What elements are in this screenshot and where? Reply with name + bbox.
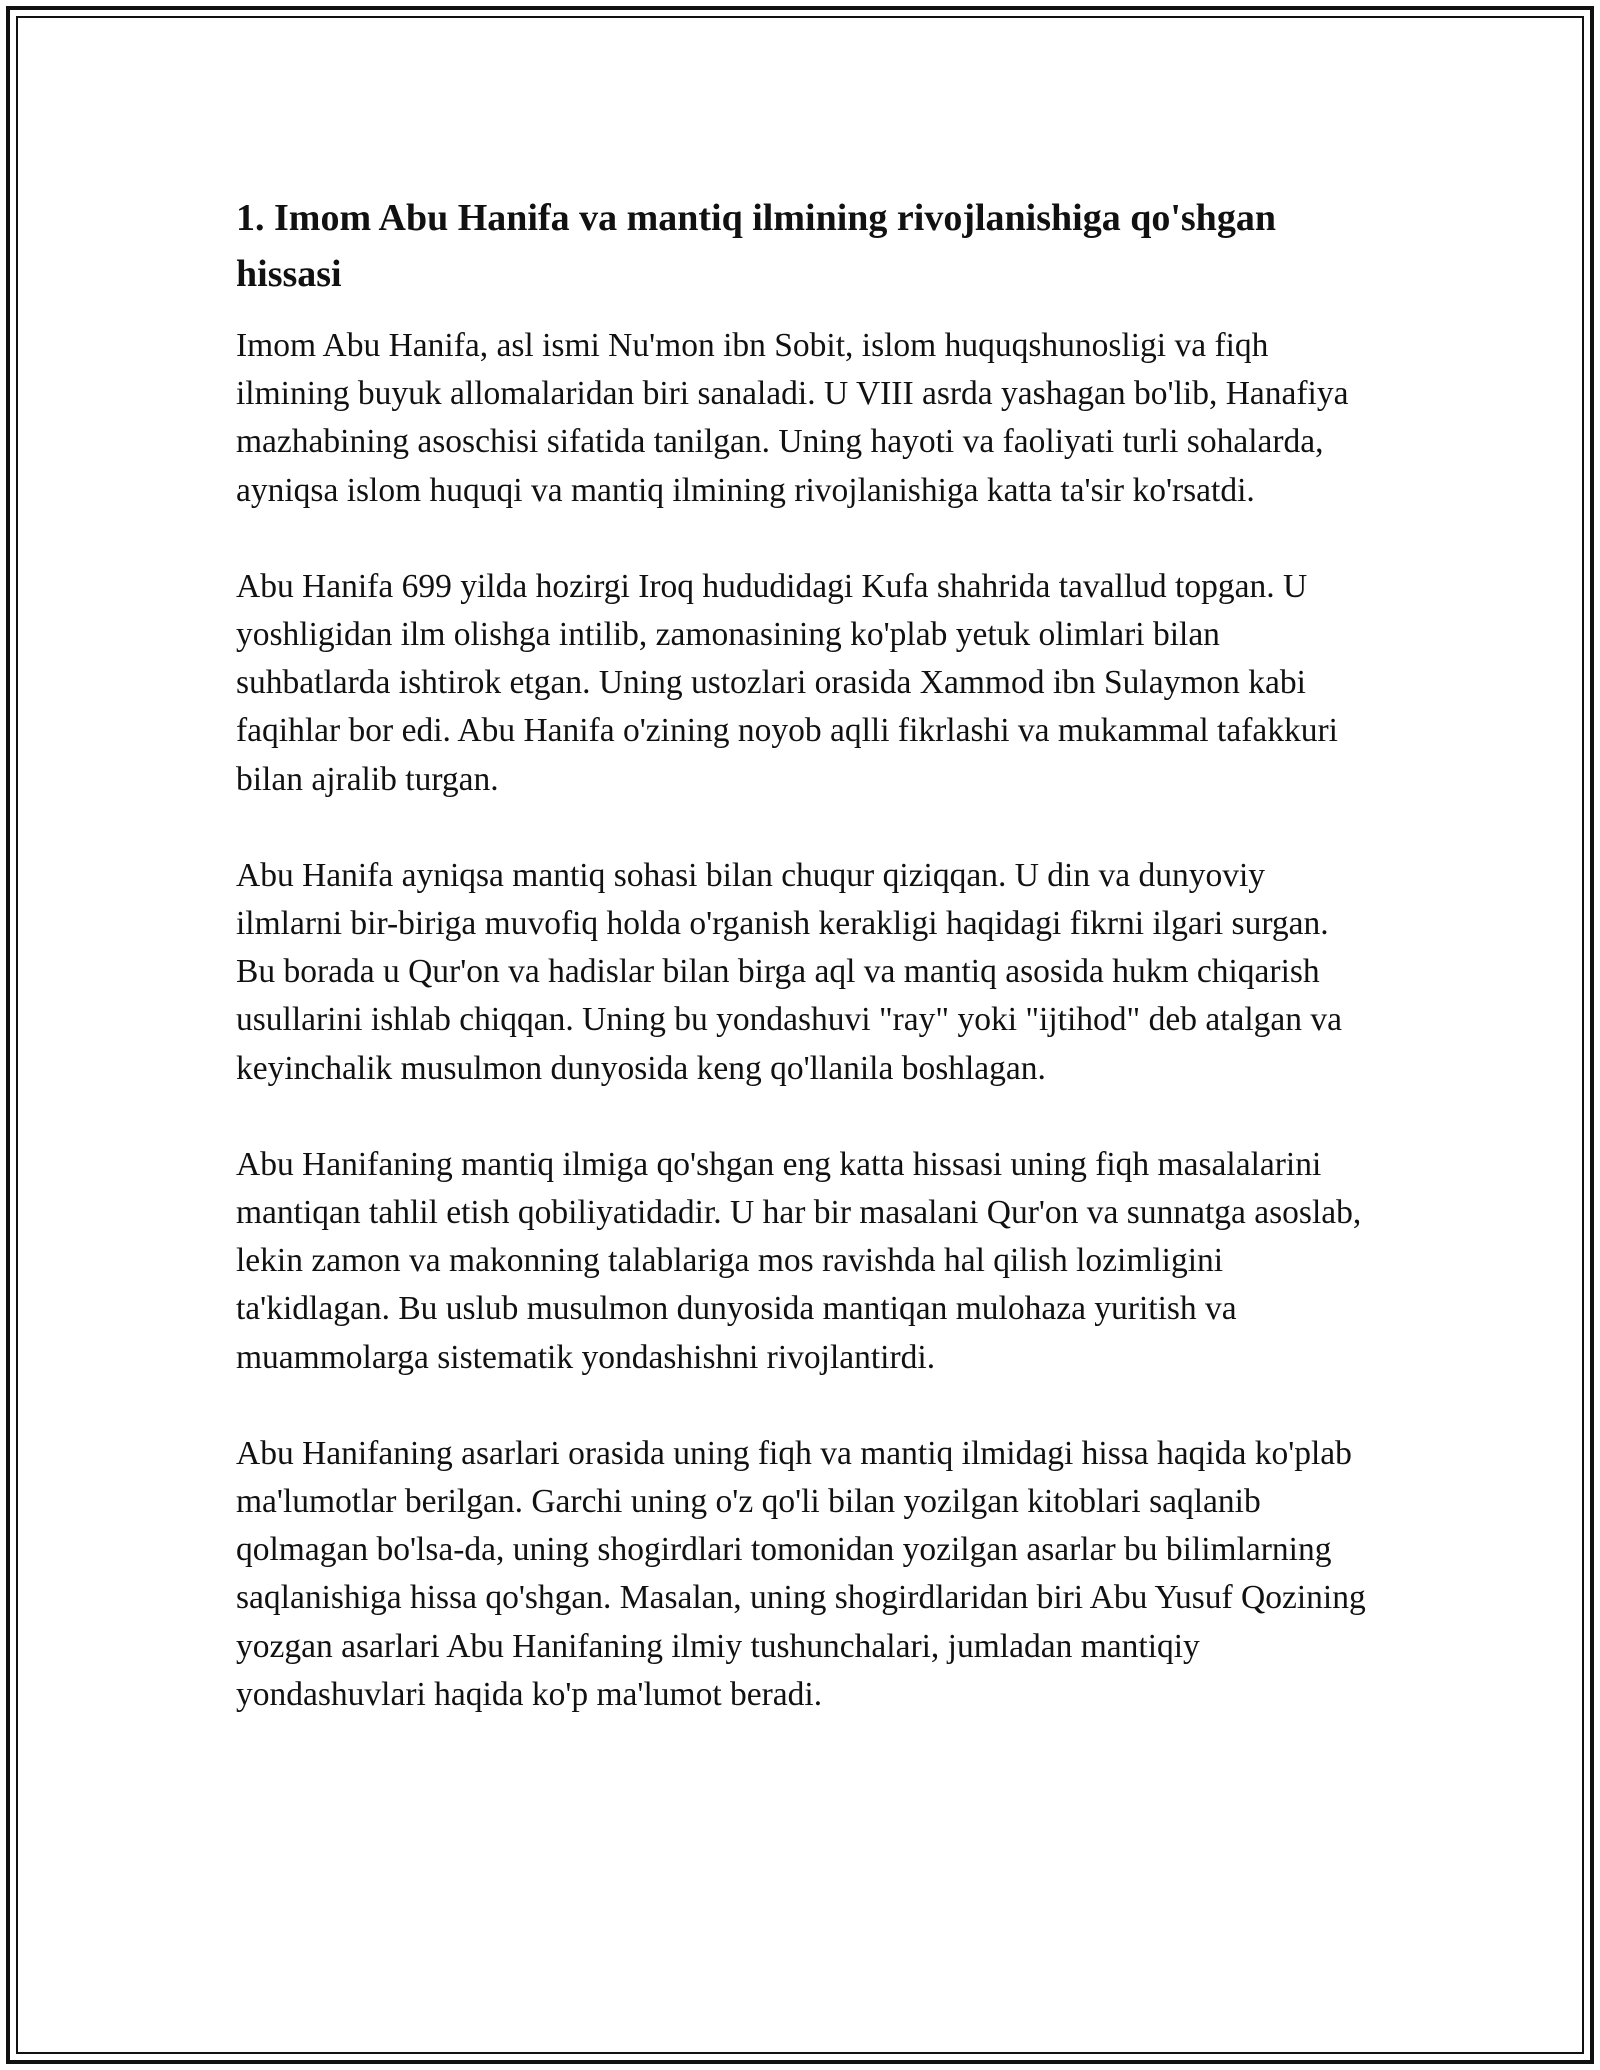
paragraph-1: Imom Abu Hanifa, asl ismi Nu'mon ibn Sobit, islom huquqshunosligi va fiqh ilmining buyuk allomalaridan biri sanaladi. U VIII asrda yashagan bo'lib, Hanafiya mazhabining asoschisi sifatida tanilgan. Uning hayoti va faoliyati turli sohalarda, ayniqsa islom huquqi va mantiq ilmining rivojlanishiga katta ta'sir ko'rsatdi. (236, 327, 1349, 509)
paragraph-2: Abu Hanifa 699 yilda hozirgi Iroq hududidagi Kufa shahrida tavallud topgan. U yoshligidan ilm olishga intilib, zamonasining ko'plab yetuk olimlari bilan suhbatlarda ishtirok etgan. Uning ustozlari orasida Xammod ibn Sulaymon kabi faqihlar bor edi. Abu Hanifa o'zining noyob aqlli fikrlashi va mukammal tafakkuri bilan ajralib turgan. (236, 567, 1338, 798)
paragraph-3: Abu Hanifa ayniqsa mantiq sohasi bilan chuqur qiziqqan. U din va dunyoviy ilmlarni bir-biriga muvofiq holda o'rganish kerakligi haqidagi fikrni ilgari surgan. Bu borada u Qur'on va hadislar bilan birga aql va mantiq asosida hukm chiqarish usullarini ishlab chiqqan. Uning bu yondashuvi "ray" yoki "ijtihod" deb atalgan va keyinchalik musulmon dunyosida keng qo'llanila boshlagan. (236, 856, 1343, 1087)
paragraph-4: Abu Hanifaning mantiq ilmiga qo'shgan eng katta hissasi uning fiqh masalalarini mantiqan tahlil etish qobiliyatidadir. U har bir masalani Qur'on va sunnatga asoslab, lekin zamon va makonning talablariga mos ravishda hal qilish lozimligini ta'kidlagan. Bu uslub musulmon dunyosida mantiqan mulohaza yuritish va muammolarga sistematik yondashishni rivojlantirdi. (236, 1145, 1362, 1376)
document-body (236, 190, 1376, 1767)
paragraph-5: Abu Hanifaning asarlari orasida uning fiqh va mantiq ilmidagi hissa haqida ko'plab ma'lumotlar berilgan. Garchi uning o'z qo'li bilan yozilgan kitoblari saqlanib qolmagan bo'lsa-da, uning shogirdlari tomonidan yozilgan asarlar bu bilimlarning saqlanishiga hissa qo'shgan. Masalan, uning shogirdlaridan biri Abu Yusuf Qozining yozgan asarlari Abu Hanifaning ilmiy tushunchalari, jumladan mantiqiy yondashuvlari haqida ko'p ma'lumot beradi. (236, 1434, 1366, 1713)
section-title: 1. Imom Abu Hanifa va mantiq ilmining rivojlanishiga qo'shgan hissasi (236, 197, 1276, 295)
